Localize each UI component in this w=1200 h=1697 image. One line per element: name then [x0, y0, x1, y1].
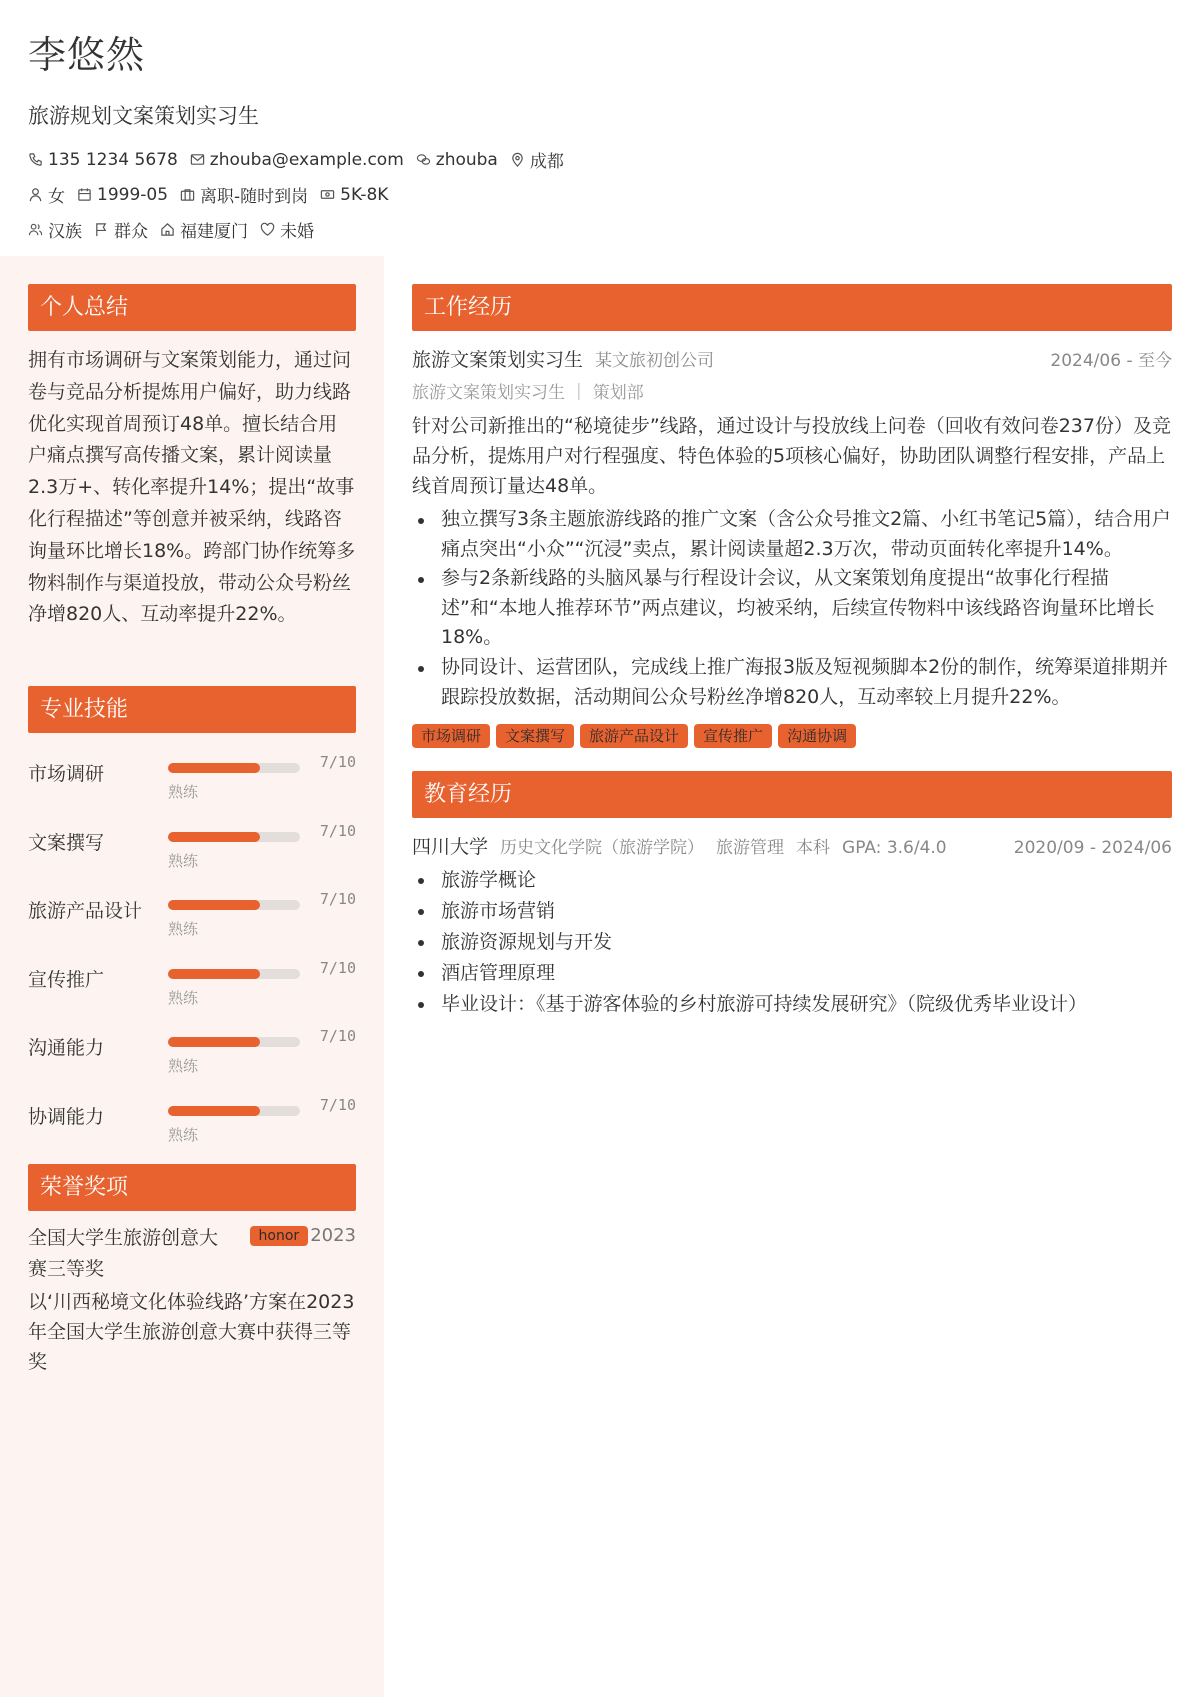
- major-name: 旅游管理: [716, 838, 785, 858]
- honor-year: 2023: [310, 1225, 356, 1246]
- skill-item: [28, 876, 356, 945]
- honors-heading: 荣誉奖项: [28, 1164, 356, 1211]
- location-icon: [510, 152, 525, 167]
- location-text: 成都: [529, 152, 564, 172]
- ethnicity-text: 汉族: [48, 222, 82, 242]
- info-phone: [28, 150, 178, 170]
- honor-meta: [250, 1225, 356, 1246]
- info-salary: [320, 185, 388, 205]
- honor-title: 全国大学生旅游创意大赛三等奖: [28, 1227, 219, 1280]
- political-text: 群众: [114, 222, 148, 242]
- job-bullet: 协同设计、运营团队，完成线上推广海报3版及短视频脚本2份的制作，统筹渠道排期并跟踪投放数据，活动期间公众号粉丝净增820人，互动率较上月提升22%。: [412, 653, 1172, 712]
- skill-score: 7/10: [319, 890, 356, 908]
- job-title-group: [412, 345, 714, 372]
- skill-name: 沟通能力: [28, 1037, 105, 1059]
- skill-progress-bar: [168, 763, 300, 773]
- education-section: [412, 771, 1172, 1020]
- job-subtitle: 旅游文案策划实习生 ｜ 策划部: [412, 383, 644, 403]
- job-bullet: 独立撰写3条主题旅游线路的推广文案（含公众号推文2篇、小红书笔记5篇），结合用户痛点突出“小众”“沉浸”卖点，累计阅读量超2.3万次，带动页面转化率提升14%。: [412, 505, 1172, 564]
- skill-item: [28, 1082, 356, 1151]
- education-heading: 教育经历: [412, 771, 1172, 818]
- course-item: 旅游市场营销: [412, 896, 1172, 927]
- honors-section: [28, 1164, 356, 1377]
- skill-score: 7/10: [319, 1027, 356, 1045]
- skill-name: 文案撰写: [28, 831, 105, 854]
- skill-progress-bar: [168, 832, 300, 842]
- summary-section: [28, 284, 356, 631]
- skill-progress-bar: [168, 969, 300, 979]
- info-location: [510, 147, 564, 172]
- info-wechat: [416, 150, 498, 170]
- flag-icon: [94, 222, 109, 237]
- skill-progress-bar: [168, 1106, 300, 1116]
- skill-progress-fill: [168, 900, 260, 910]
- home-icon: [160, 222, 175, 237]
- skill-name: 市场调研: [28, 763, 105, 785]
- gender-text: 女: [48, 187, 65, 207]
- info-status: [180, 182, 308, 207]
- skill-progress-bar: [168, 1037, 300, 1047]
- skills-list: [28, 739, 356, 1150]
- salary-text: 5K-8K: [340, 184, 389, 205]
- right-column: [412, 284, 1172, 1015]
- skill-item: [28, 945, 356, 1014]
- course-item: 旅游学概论: [412, 865, 1172, 896]
- info-political: [94, 217, 148, 242]
- course-item: 酒店管理原理: [412, 958, 1172, 989]
- job-date: 2024/06 - 至今: [1050, 351, 1172, 371]
- education-header: [412, 832, 1172, 859]
- skill-progress-fill: [168, 969, 260, 979]
- info-email: [190, 150, 404, 170]
- people-icon: [28, 222, 43, 237]
- skill-progress-bar: [168, 900, 300, 910]
- job-company: 某文旅初创公司: [595, 351, 715, 371]
- job-bullet: 参与2条新线路的头脑风暴与行程设计会议，从文案策划角度提出“故事化行程描述”和“本地人推荐环节”两点建议，均被采纳，后续宣传物料中该线路咨询量环比增长18%。: [412, 564, 1172, 653]
- info-birth: [77, 185, 168, 205]
- target-position: 旅游规划文案策划实习生: [28, 104, 259, 128]
- skill-level: 熟练: [168, 783, 199, 801]
- phone-icon: [28, 152, 43, 167]
- work-section: [412, 284, 1172, 748]
- info-row-basic: [28, 181, 1168, 208]
- job-tags: [412, 724, 1172, 748]
- honor-description: 以‘川西秘境文化体验线路’方案在2023年全国大学生旅游创意大赛中获得三等奖: [28, 1291, 355, 1373]
- info-ethnicity: [28, 217, 82, 242]
- info-gender: [28, 182, 65, 207]
- skill-tag: 文案撰写: [496, 724, 574, 748]
- skill-item: [28, 739, 356, 808]
- gpa-value: GPA: 3.6/4.0: [842, 838, 947, 858]
- mail-icon: [190, 152, 205, 167]
- job-header: [412, 345, 1172, 372]
- personal-info: [28, 146, 1168, 243]
- left-column: [28, 284, 356, 1373]
- status-text: 离职-随时到岗: [200, 187, 309, 207]
- work-heading: 工作经历: [412, 284, 1172, 331]
- email-text: zhouba@example.com: [209, 149, 404, 170]
- summary-heading: 个人总结: [28, 284, 356, 331]
- skill-name: 协调能力: [28, 1105, 105, 1128]
- skill-progress-fill: [168, 1106, 260, 1116]
- info-marital: [260, 217, 314, 242]
- skill-score: 7/10: [319, 958, 356, 977]
- skill-item: [28, 808, 356, 877]
- job-description: 针对公司新推出的“秘境徒步”线路，通过设计与投放线上问卷（回收有效问卷237份）及竞品分析，提炼用户对行程强度、特色体验的5项核心偏好，协助团队调整行程安排，产品上线首周预订量达48单。: [412, 415, 1171, 497]
- course-list: [412, 865, 1172, 1020]
- skill-tag: 旅游产品设计: [580, 724, 688, 748]
- birth-text: 1999-05: [97, 184, 169, 205]
- skills-section: [28, 686, 356, 1150]
- skill-tag: 宣传推广: [694, 724, 772, 748]
- skill-name: 旅游产品设计: [28, 900, 143, 922]
- skill-level: 熟练: [168, 1057, 199, 1075]
- skill-name: 宣传推广: [28, 968, 105, 991]
- course-item: 毕业设计：《基于游客体验的乡村旅游可持续发展研究》（院级优秀毕业设计）: [412, 989, 1172, 1020]
- skill-progress-fill: [168, 1037, 260, 1047]
- job-bullets: [412, 505, 1172, 712]
- skill-level: 熟练: [168, 1125, 199, 1144]
- honor-item: [28, 1223, 356, 1377]
- heart-icon: [260, 222, 275, 237]
- hometown-text: 福建厦门: [180, 222, 248, 242]
- skill-score: 7/10: [319, 821, 356, 840]
- course-item: 旅游资源规划与开发: [412, 927, 1172, 958]
- skill-level: 熟练: [168, 920, 199, 938]
- info-hometown: [160, 217, 248, 242]
- info-row-contact: [28, 146, 1168, 173]
- skill-score: 7/10: [319, 753, 356, 771]
- school-name: 四川大学: [412, 836, 489, 858]
- summary-text: 拥有市场调研与文案策划能力，通过问卷与竞品分析提炼用户偏好，助力线路优化实现首周预订48单。擅长结合用户痛点撰写高传播文案，累计阅读量2.3万+、转化率提升14%；提出“故事化行程描述”等创意并被采纳，线路咨询量环比增长18%。跨部门协作统筹多物料制作与渠道投放，带动公众号粉丝净增820人、互动率提升22%。: [28, 349, 356, 626]
- education-info: [412, 832, 947, 859]
- skill-tag: 市场调研: [412, 724, 490, 748]
- resume-header: [28, 30, 1168, 243]
- marital-text: 未婚: [280, 222, 314, 242]
- skill-item: [28, 1013, 356, 1082]
- calendar-icon: [77, 187, 92, 202]
- honor-badge: honor: [250, 1226, 309, 1246]
- skill-level: 熟练: [168, 851, 199, 870]
- job-role: 旅游文案策划实习生: [412, 349, 584, 371]
- skill-score: 7/10: [319, 1095, 356, 1114]
- wechat-text: zhouba: [435, 149, 498, 170]
- phone-text: 135 1234 5678: [48, 149, 178, 170]
- education-date: 2020/09 - 2024/06: [1013, 838, 1172, 858]
- money-icon: [320, 187, 335, 202]
- skills-heading: 专业技能: [28, 686, 356, 733]
- skill-tag: 沟通协调: [778, 724, 856, 748]
- wechat-icon: [416, 152, 431, 167]
- candidate-name: 李悠然: [28, 33, 146, 77]
- college-name: 历史文化学院（旅游学院）: [500, 838, 705, 858]
- info-row-extra: [28, 216, 1168, 243]
- briefcase-icon: [180, 187, 195, 202]
- person-icon: [28, 187, 43, 202]
- skill-progress-fill: [168, 832, 260, 842]
- degree-name: 本科: [796, 838, 831, 858]
- skill-progress-fill: [168, 763, 260, 773]
- skill-level: 熟练: [168, 988, 199, 1007]
